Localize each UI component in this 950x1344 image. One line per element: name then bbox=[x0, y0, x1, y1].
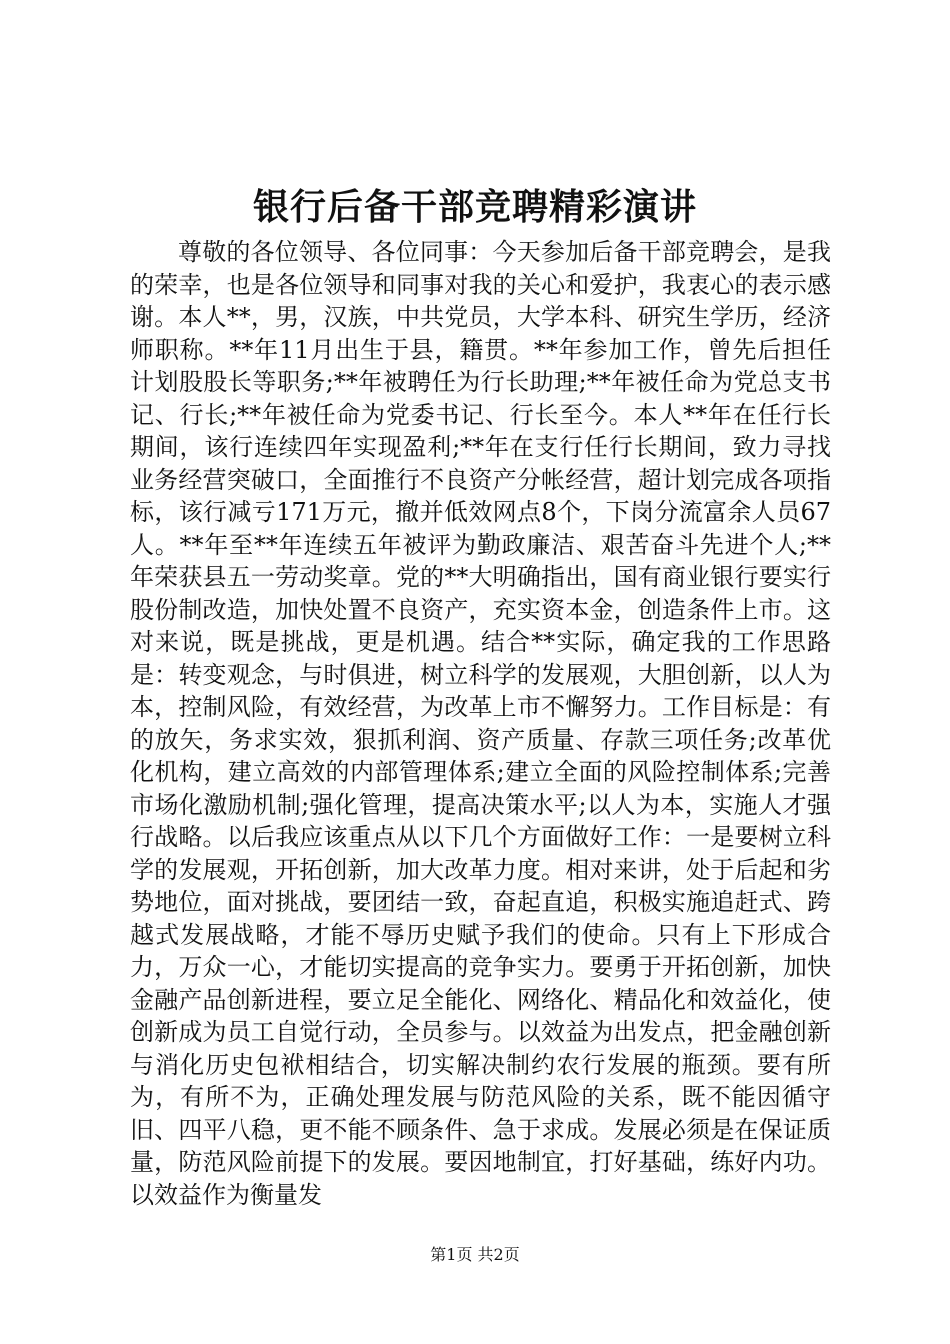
document-title: 银行后备干部竞聘精彩演讲 bbox=[252, 186, 697, 228]
page-number-footer: 第1页 共2页 bbox=[430, 1245, 520, 1264]
document-body-paragraph: 尊敬的各位领导、各位同事：今天参加后备干部竞聘会，是我的荣幸，也是各位领导和同事对我的关心和爱护，我衷心的表示感谢。本人**，男，汉族，中共党员，大学本科、研究生学历，经济师职称。**年11月出生于县，籍贯。**年参加工作，曾先后担任计划股股长等职务;**年被聘任为行长助理;**年被任命为党总支书记、行长;**年被任命为党委书记、行长至今。本人**年在任行长期间，该行连续四年实现盈利;**年在支行任行长期间，致力寻找业务经营突破口，全面推行不良资产分帐经营，超计划完成各项指标，该行减亏171万元，撤并低效网点8个，下岗分流富余人员67人。**年至**年连续五年被评为勤政廉洁、艰苦奋斗先进个人;**年荣获县五一劳动奖章。党的**大明确指出，国有商业银行要实行股份制改造，加快处置不良资产，充实资本金，创造条件上市。这对来说，既是挑战，更是机遇。结合**实际，确定我的工作思路是：转变观念，与时俱进，树立科学的发展观，大胆创新，以人为本，控制风险，有效经营，为改革上市不懈努力。工作目标是：有的放矢，务求实效，狠抓利润、资产质量、存款三项任务;改革优化机构，建立高效的内部管理体系;建立全面的风险控制体系;完善市场化激励机制;强化管理，提高决策水平;以人为本，实施人才强行战略。以后我应该重点从以下几个方面做好工作：一是要树立科学的发展观，开拓创新，加大改革力度。相对来讲，处于后起和劣势地位，面对挑战，要团结一致，奋起直追，积极实施追赶式、跨越式发展战略，才能不辱历史赋予我们的使命。只有上下形成合力，万众一心，才能切实提高的竞争实力。要勇于开拓创新，加快金融产品创新进程，要立足全能化、网络化、精品化和效益化，使创新成为员工自觉行动，全员参与。以效益为出发点，把金融创新与消化历史包袱相结合，切实解决制约农行发展的瓶颈。要有所为，有所不为，正确处理发展与防范风险的关系，既不能因循守旧、四平八稳，更不能不顾条件、急于求成。发展必须是在保证质量，防范风险前提下的发展。要因地制宜，打好基础，练好内功。以效益作为衡量发 bbox=[130, 238, 831, 1209]
